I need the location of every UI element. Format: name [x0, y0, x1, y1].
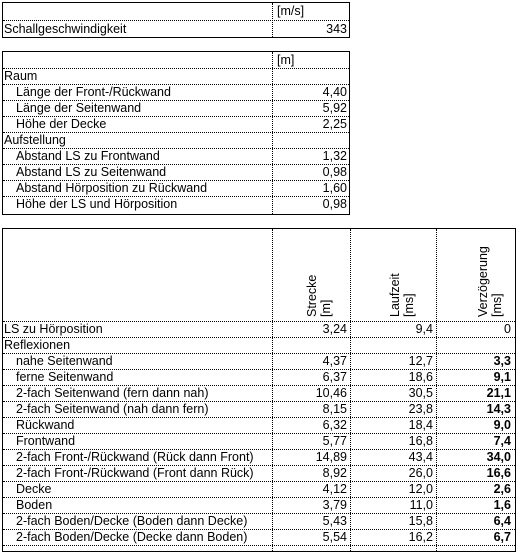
raum-row-label[interactable]: Länge der Seitenwand	[16, 101, 142, 115]
reflexion-row-laufzeit[interactable]: 30,5	[408, 386, 433, 400]
reflexion-row-laufzeit[interactable]: 16,8	[408, 434, 433, 448]
unit-label[interactable]: [m]	[277, 53, 295, 67]
unit-label[interactable]: [m/s]	[277, 4, 305, 18]
header-laufzeit-name: Laufzeit	[388, 273, 402, 317]
reflexion-row-laufzeit[interactable]: 12,0	[408, 482, 433, 496]
direct-label[interactable]: LS zu Hörposition	[4, 322, 103, 336]
reflexion-row-strecke[interactable]: 5,43	[322, 514, 347, 528]
raum-row-value[interactable]: 2,25	[322, 117, 347, 131]
direct-verz[interactable]: 0	[504, 322, 511, 336]
reflexion-row-verz[interactable]: 3,3	[493, 354, 511, 368]
reflexion-row-label[interactable]: Boden	[16, 498, 53, 512]
reflexion-row-strecke[interactable]: 5,54	[322, 530, 347, 544]
header-strecke-name: Strecke	[305, 274, 319, 317]
reflexion-row-verz[interactable]: 2,6	[493, 482, 511, 496]
reflexion-row-verz[interactable]: 16,6	[486, 466, 511, 480]
reflexion-row-label[interactable]: 2-fach Boden/Decke (Decke dann Boden)	[16, 530, 248, 544]
direct-strecke[interactable]: 3,24	[322, 322, 347, 336]
reflexion-row-laufzeit[interactable]: 18,4	[408, 418, 433, 432]
reflexion-row-label[interactable]: nahe Seitenwand	[16, 354, 113, 368]
reflexion-row-strecke[interactable]: 4,12	[322, 482, 347, 496]
reflexion-row-strecke[interactable]: 8,15	[322, 402, 347, 416]
header-verzoegerung[interactable]	[476, 246, 504, 317]
reflexion-row-strecke[interactable]: 6,32	[322, 418, 347, 432]
reflexion-row-strecke[interactable]: 3,79	[322, 498, 347, 512]
reflexion-row-laufzeit[interactable]: 16,2	[408, 530, 433, 544]
aufstellung-row-label[interactable]: Abstand LS zu Seitenwand	[16, 165, 167, 179]
reflexion-row-label[interactable]: 2-fach Seitenwand (fern dann nah)	[16, 386, 209, 400]
gridline	[3, 545, 515, 546]
reflexion-row-verz[interactable]: 6,4	[493, 514, 511, 528]
direct-laufzeit[interactable]: 9,4	[415, 322, 433, 336]
raum-row-label[interactable]: Länge der Front-/Rückwand	[16, 85, 171, 99]
speed-of-sound-value[interactable]: 343	[326, 22, 347, 36]
reflexion-row-label[interactable]: 2-fach Boden/Decke (Boden dann Decke)	[16, 514, 248, 528]
aufstellung-row-label[interactable]: Abstand Hörposition zu Rückwand	[16, 181, 208, 195]
reflexion-row-strecke[interactable]: 14,89	[315, 450, 347, 464]
reflexion-row-strecke[interactable]: 4,37	[322, 354, 347, 368]
reflexion-row-label[interactable]: 2-fach Front-/Rückwand (Rück dann Front)	[16, 450, 254, 464]
reflexion-row-verz[interactable]: 9,1	[493, 370, 511, 384]
aufstellung-row-value[interactable]: 0,98	[322, 197, 347, 211]
reflexion-row-verz[interactable]: 14,3	[486, 402, 511, 416]
reflexion-row-verz[interactable]: 34,0	[486, 450, 511, 464]
reflexion-row-strecke[interactable]: 5,77	[322, 434, 347, 448]
header-laufzeit[interactable]	[388, 273, 416, 317]
reflexion-row-verz[interactable]: 1,6	[493, 498, 511, 512]
header-strecke[interactable]	[305, 275, 333, 317]
reflexion-row-label[interactable]: 2-fach Seitenwand (nah dann fern)	[16, 402, 209, 416]
header-verzoegerung-name: Verzögerung	[476, 246, 490, 317]
reflexion-row-verz[interactable]: 6,7	[493, 530, 511, 544]
aufstellung-row-value[interactable]: 0,98	[322, 165, 347, 179]
raum-row-label[interactable]: Höhe der Decke	[16, 117, 107, 131]
reflexion-row-laufzeit[interactable]: 26,0	[408, 466, 433, 480]
reflexion-row-label[interactable]: ferne Seitenwand	[16, 370, 114, 384]
reflexion-row-label[interactable]: Decke	[16, 482, 52, 496]
reflexion-row-label[interactable]: Rückwand	[16, 418, 75, 432]
reflexionen-header[interactable]: Reflexionen	[4, 338, 71, 352]
reflexion-row-laufzeit[interactable]: 11,0	[409, 498, 433, 512]
reflexion-row-label[interactable]: Frontwand	[16, 434, 76, 448]
reflexion-row-laufzeit[interactable]: 18,6	[408, 370, 433, 384]
reflexion-row-verz[interactable]: 21,1	[486, 386, 511, 400]
aufstellung-row-value[interactable]: 1,60	[322, 181, 347, 195]
reflexion-row-strecke[interactable]: 10,46	[315, 386, 347, 400]
aufstellung-row-label[interactable]: Abstand LS zu Frontwand	[16, 149, 160, 163]
reflexion-row-laufzeit[interactable]: 43,4	[408, 450, 433, 464]
reflexion-row-verz[interactable]: 9,0	[493, 418, 511, 432]
raum-row-value[interactable]: 4,40	[322, 85, 347, 99]
reflexion-row-laufzeit[interactable]: 23,8	[408, 402, 433, 416]
reflexion-row-strecke[interactable]: 6,37	[322, 370, 347, 384]
raum-header[interactable]: Raum	[4, 69, 38, 83]
reflexion-row-laufzeit[interactable]: 12,7	[408, 354, 433, 368]
raum-row-value[interactable]: 5,92	[322, 101, 347, 115]
reflexion-row-verz[interactable]: 7,4	[493, 434, 511, 448]
aufstellung-row-label[interactable]: Höhe der LS und Hörposition	[16, 197, 178, 211]
reflexion-row-strecke[interactable]: 8,92	[322, 466, 347, 480]
header-strecke-unit: [m]	[319, 299, 333, 317]
reflexion-row-label[interactable]: 2-fach Front-/Rückwand (Front dann Rück)	[16, 466, 254, 480]
header-laufzeit-unit: [ms]	[402, 293, 416, 317]
header-verzoegerung-unit: [ms]	[490, 293, 504, 317]
aufstellung-header[interactable]: Aufstellung	[4, 133, 66, 147]
aufstellung-row-value[interactable]: 1,32	[322, 149, 347, 163]
speed-of-sound-label[interactable]: Schallgeschwindigkeit	[4, 22, 127, 36]
reflexion-row-laufzeit[interactable]: 15,8	[408, 514, 433, 528]
